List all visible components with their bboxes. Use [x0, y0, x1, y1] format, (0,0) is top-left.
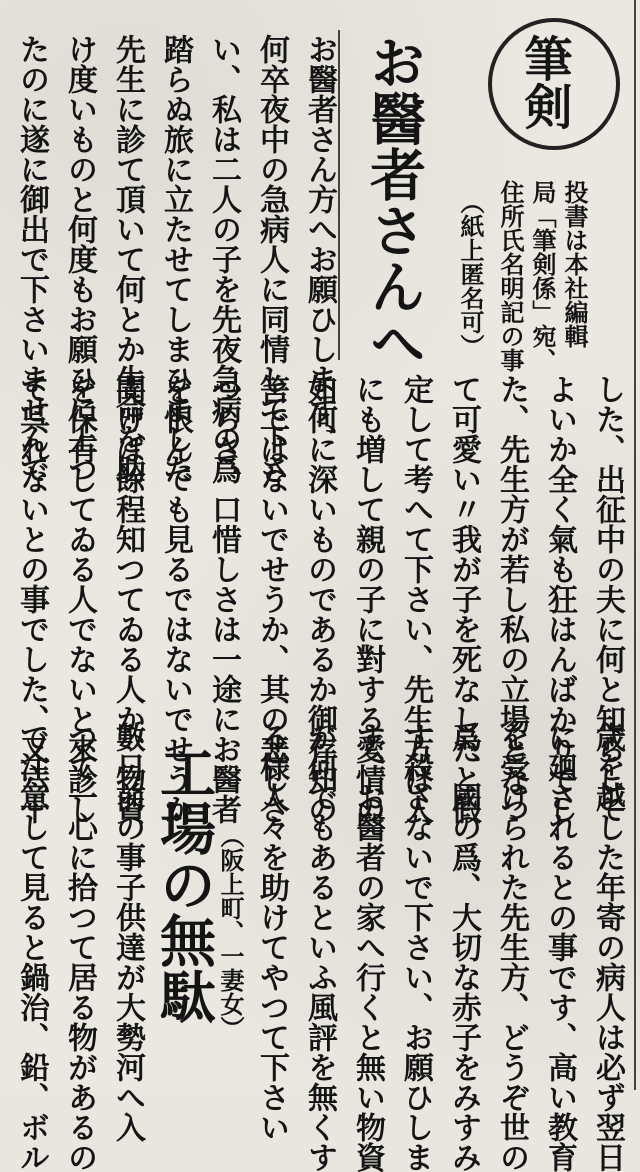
- body-line: を恨んでも見るではないでせうか: [158, 374, 193, 824]
- section-badge: [488, 18, 620, 150]
- body-line: る様人々を助けてやつて下さい: [254, 722, 289, 1142]
- column-rule: [338, 30, 340, 360]
- body-line: で注意して見ると鍋治、鉛、ボル: [14, 722, 49, 1172]
- body-line: す、お醫者の家へ行くと無い物資: [350, 722, 385, 1172]
- body-line: 何卒夜中の急病人に同情して下さ: [254, 34, 289, 484]
- body-line: 定して考へて下さい、先生方は人: [398, 374, 433, 824]
- article-title-factory-waste: 工場の無駄: [151, 744, 217, 1024]
- body-line: 爲、國の爲、大切な赤子をみすみ: [446, 722, 481, 1172]
- body-line: 歳を越した年寄の病人は必ず翌日: [590, 722, 625, 1172]
- body-line: お醫者さん方へお願ひします、: [302, 34, 337, 454]
- notice-line-3: 住所氏名明記の事: [496, 180, 525, 372]
- body-line: した、出征中の夫に何と知らして: [590, 374, 625, 824]
- article-title-doctors: お醫者さんへ: [361, 34, 427, 370]
- body-line: を保有してゐる人でないと來診し: [62, 374, 97, 824]
- signature: （阪上町、一妻女）: [216, 824, 245, 1040]
- body-line: を受けられた先生方、どうぞ世の: [494, 722, 529, 1172]
- body-line: が何でもあるといふ風評を無くす: [302, 722, 337, 1172]
- body-line: つて一心に拾つて居る物があるの: [62, 722, 97, 1172]
- body-line: にも増して親の子に對する愛情の: [350, 374, 385, 824]
- body-line: 踏らぬ旅に立たせてしまひました: [158, 34, 193, 484]
- body-line: たのに遂に御出で下さいませんで: [14, 34, 49, 484]
- body-line: よいか全く氣も狂はんばかりでし: [542, 374, 577, 824]
- body-line: た、先生方が若し私の立場となつ: [494, 374, 529, 824]
- anonymity-note: （紙上匿名可）: [456, 190, 485, 358]
- body-line: 筈ではないでせうか、其の悲しさ: [254, 374, 289, 824]
- body-line: す殺さないで下さい、お願ひしま: [398, 722, 433, 1172]
- body-line: て呉れないとの事でした、又六十: [14, 374, 49, 824]
- notice-line-1: 投書は本社編輯: [560, 180, 589, 348]
- body-line: 如何に深いものであるか御存知の: [302, 374, 337, 824]
- body-line: て可愛い〃我が子を死なしたと假: [446, 374, 481, 824]
- body-line: 聞けば餘程知つてゐる人か、物資: [110, 374, 145, 824]
- body-line: 數日前の事子供達が大勢河へ入: [110, 722, 145, 1142]
- page-edge-rule: [634, 0, 636, 1090]
- section-label: 筆剣: [516, 34, 572, 130]
- body-line: 先生に診て頂いて何とか生命を助: [110, 34, 145, 484]
- body-line: い、私は二人の子を先夜急病の爲: [206, 34, 241, 484]
- notice-line-2: 局「筆剣係」宛、: [528, 180, 557, 372]
- body-line: け度いものと何度もお願ひに上つ: [62, 34, 97, 484]
- body-line: に廻されるとの事です、高い教育: [542, 722, 577, 1172]
- body-line: つらさ、口惜しさは一途にお醫者: [206, 374, 241, 824]
